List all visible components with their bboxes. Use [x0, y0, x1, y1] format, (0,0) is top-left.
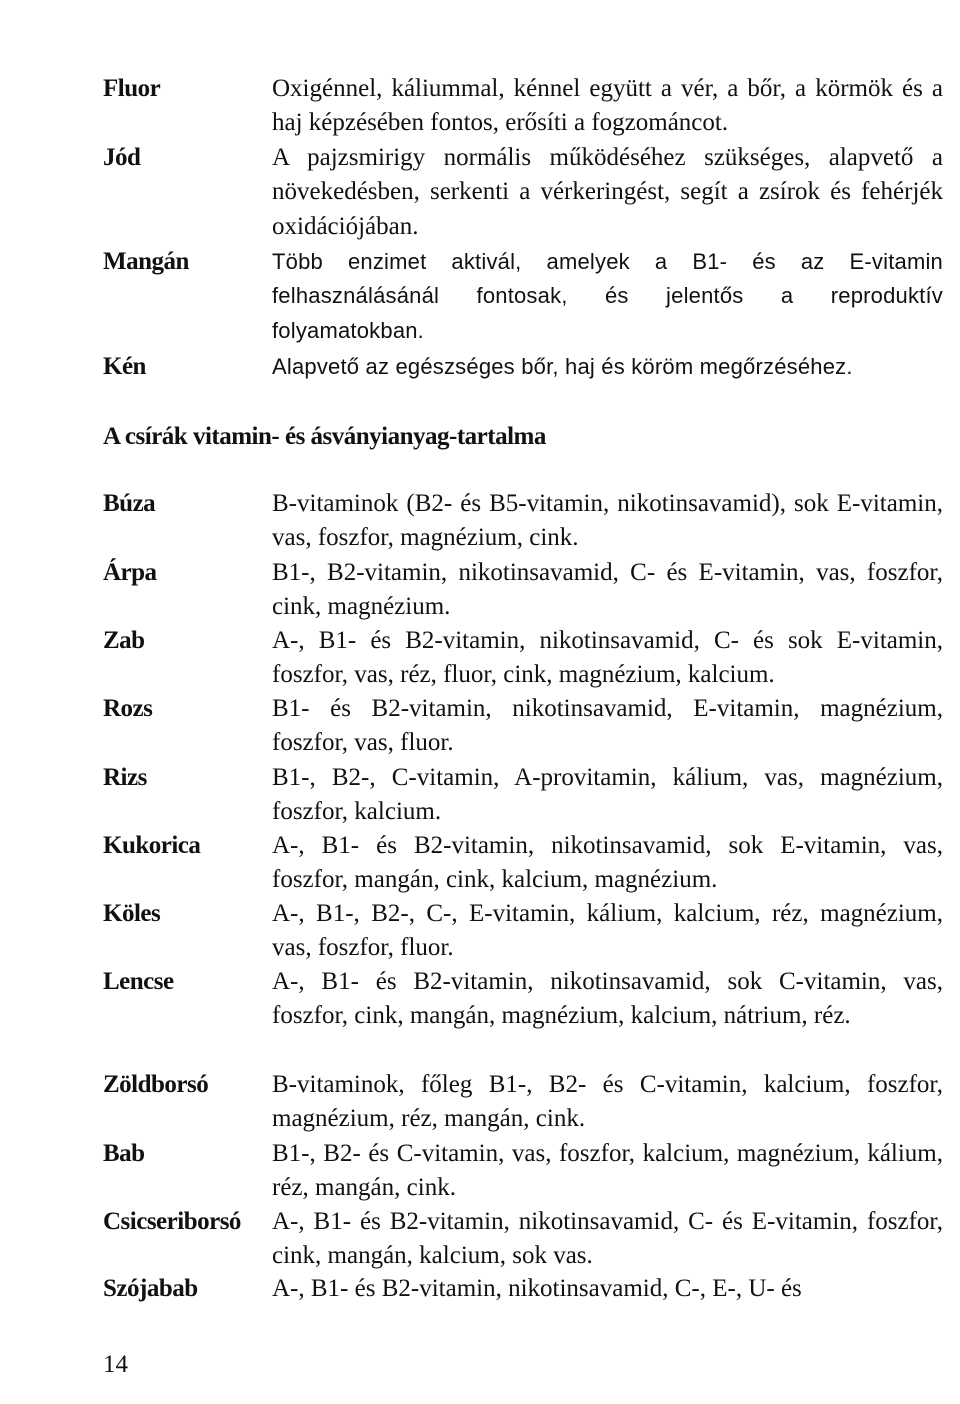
entry-koles — [103, 897, 943, 962]
entry-term: Búza — [103, 490, 156, 517]
entry-fluor — [103, 72, 943, 137]
entry-definition: Több enzimet aktivál, amelyek a B1- és az E-vitamin felhasználásánál fontosak, és jelentős a reproduktív folyamatokban. — [272, 249, 943, 343]
entry-term: Mangán — [103, 248, 189, 275]
entry-buza — [103, 487, 943, 552]
entry-definition: A-, B1- és B2-vitamin, nikotinsavamid, C-, E-, U- és — [272, 1275, 802, 1302]
entry-csicseriborso — [103, 1205, 943, 1270]
entry-term: Kén — [103, 353, 146, 380]
entry-jod — [103, 141, 943, 240]
entry-definition: A-, B1-, B2-, C-, E-vitamin, kálium, kalcium, réz, magnézium, vas, foszfor, fluor. — [272, 900, 943, 962]
entry-term: Bab — [103, 1140, 145, 1167]
entry-lencse — [103, 965, 943, 1030]
entry-term: Zab — [103, 627, 145, 654]
entry-term: Szójabab — [103, 1275, 198, 1302]
entry-term: Rozs — [103, 695, 153, 722]
entry-definition: B-vitaminok, főleg B1-, B2- és C-vitamin, kalcium, foszfor, magnézium, réz, mangán, cink. — [272, 1071, 943, 1133]
entry-term: Jód — [103, 144, 141, 171]
entry-rozs — [103, 692, 943, 757]
entry-term: Rizs — [103, 764, 147, 791]
entry-term: Kukorica — [103, 832, 201, 859]
entry-definition: A-, B1- és B2-vitamin, nikotinsavamid, sok C-vitamin, vas, foszfor, cink, mangán, magnézium, kalcium, nátrium, réz. — [272, 968, 943, 1030]
entry-definition: B1-, B2- és C-vitamin, vas, foszfor, kalcium, magnézium, kálium, réz, mangán, cink. — [272, 1140, 943, 1202]
entry-bab — [103, 1137, 943, 1202]
entry-term: Zöldborsó — [103, 1071, 209, 1098]
entry-arpa — [103, 556, 943, 621]
entry-definition: B1-, B2-, C-vitamin, A-provitamin, kálium, vas, magnézium, foszfor, kalcium. — [272, 764, 943, 826]
entry-term: Árpa — [103, 559, 157, 586]
entry-definition: B1-, B2-vitamin, nikotinsavamid, C- és E-vitamin, vas, foszfor, cink, magnézium. — [272, 559, 943, 621]
section-heading: A csírák vitamin- és ásványianyag-tartalma — [103, 423, 546, 450]
entry-definition: Oxigénnel, káliummal, kénnel együtt a vér, a bőr, a körmök és a haj képzésében fontos, erősíti a fogzománcot. — [272, 75, 943, 137]
entry-zoldborso — [103, 1068, 943, 1133]
entry-term: Lencse — [103, 968, 174, 995]
entry-szojabab — [103, 1272, 943, 1306]
entry-definition: B-vitaminok (B2- és B5-vitamin, nikotinsavamid), sok E-vitamin, vas, foszfor, magnézium, cink. — [272, 490, 943, 552]
entry-definition: A-, B1- és B2-vitamin, nikotinsavamid, C- és sok E-vitamin, foszfor, vas, réz, fluor, cink, magnézium, kalcium. — [272, 627, 943, 689]
entry-mangan — [103, 245, 943, 343]
entry-ken — [103, 350, 943, 384]
entry-rizs — [103, 761, 943, 826]
entry-definition: A pajzsmirigy normális működéséhez szükséges, alapvető a növekedésben, serkenti a vérkeringést, segít a zsírok és fehérjék oxidációjában. — [272, 144, 943, 240]
entry-term: Fluor — [103, 75, 161, 102]
entry-term: Csicseriborsó — [103, 1208, 241, 1235]
entry-term: Köles — [103, 900, 161, 927]
page-number: 14 — [103, 1351, 128, 1378]
entry-definition: Alapvető az egészséges bőr, haj és köröm megőrzéséhez. — [272, 354, 853, 379]
entry-kukorica — [103, 829, 943, 894]
entry-definition: A-, B1- és B2-vitamin, nikotinsavamid, C- és E-vitamin, foszfor, cink, mangán, kalcium, sok vas. — [272, 1208, 943, 1270]
entry-zab — [103, 624, 943, 689]
entry-definition: B1- és B2-vitamin, nikotinsavamid, E-vitamin, magnézium, foszfor, vas, fluor. — [272, 695, 943, 757]
entry-definition: A-, B1- és B2-vitamin, nikotinsavamid, sok E-vitamin, vas, foszfor, mangán, cink, kalcium, magnézium. — [272, 832, 943, 894]
